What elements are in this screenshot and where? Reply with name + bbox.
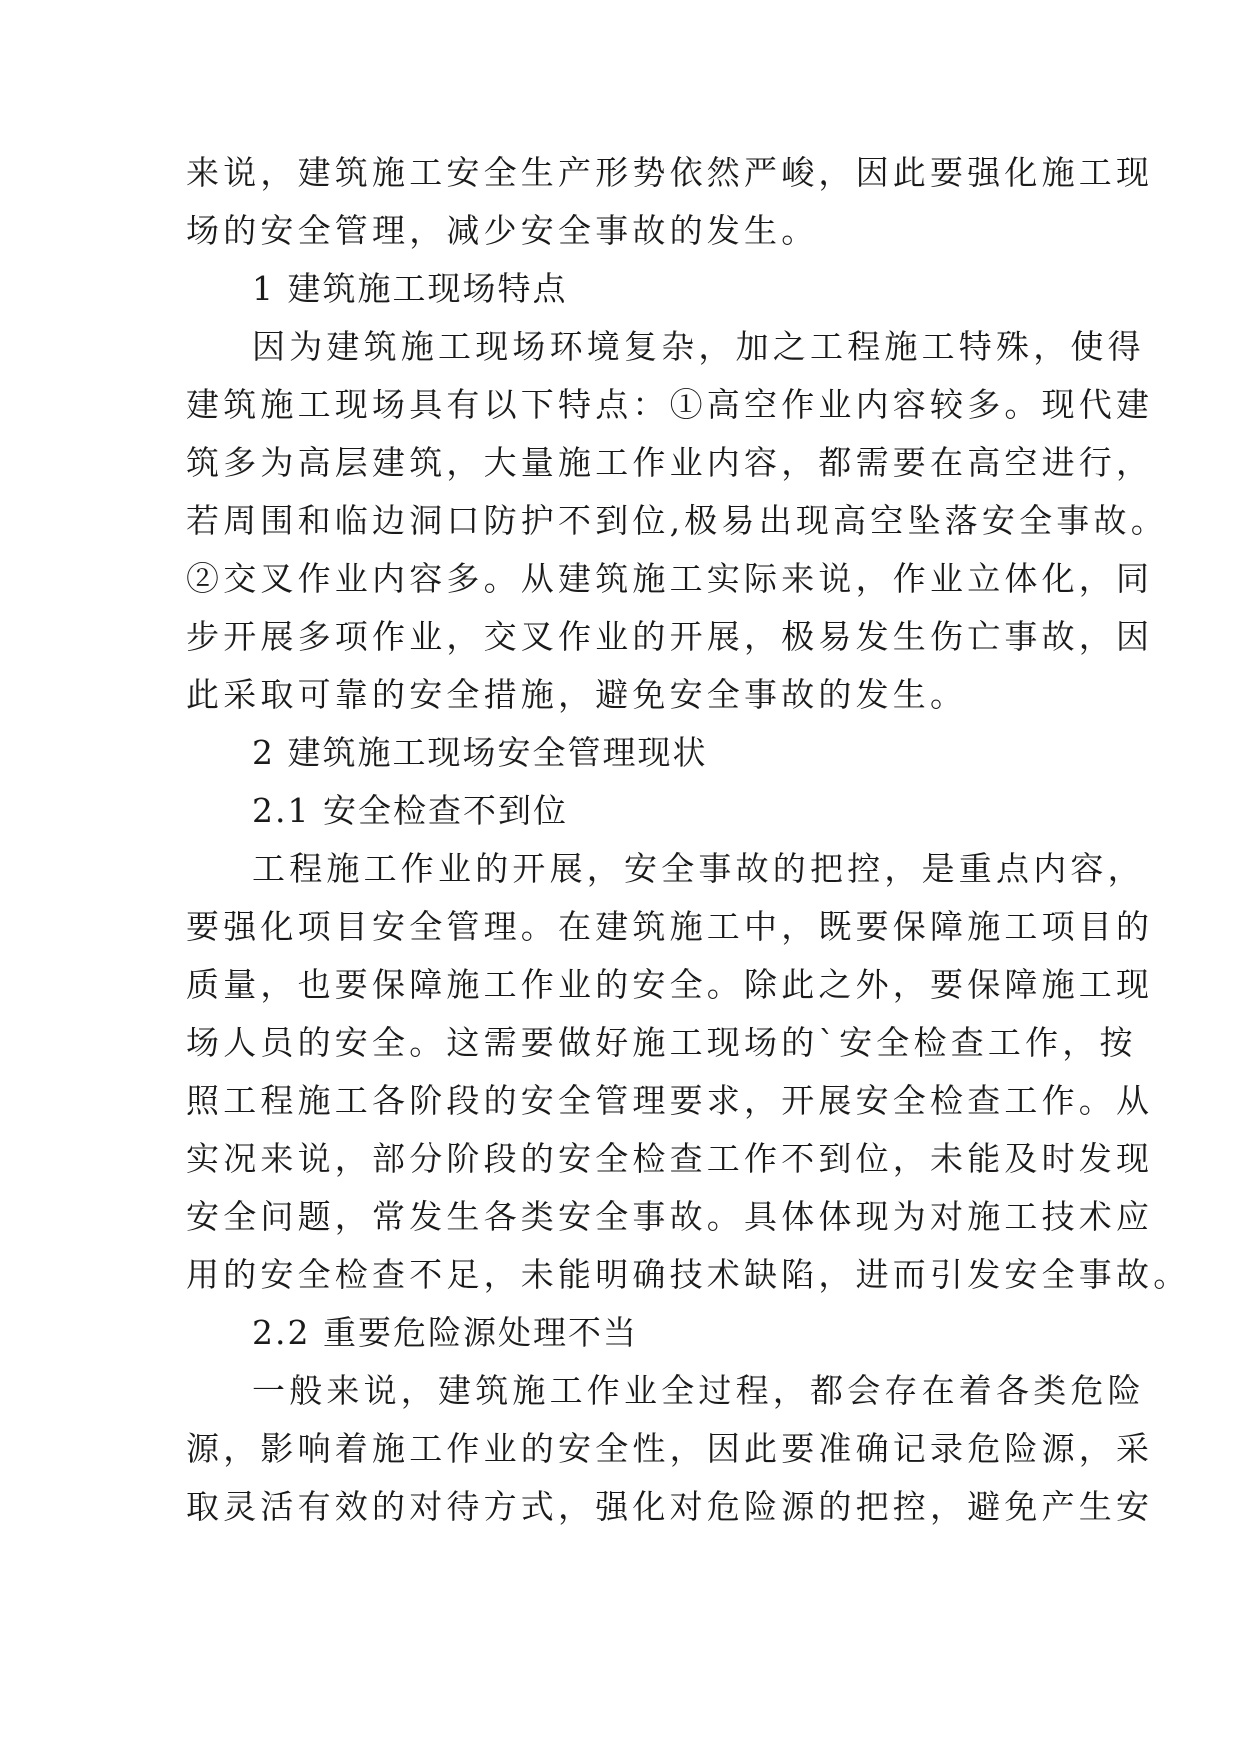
paragraph-line: 来说，建筑施工安全生产形势依然严峻，因此要强化施工现 bbox=[186, 153, 1154, 192]
paragraph-line: ②交叉作业内容多。从建筑施工实际来说，作业立体化，同 bbox=[186, 559, 1154, 598]
paragraph-line: 建筑施工现场具有以下特点：①高空作业内容较多。现代建 bbox=[186, 385, 1154, 424]
paragraph-line: 场的安全管理，减少安全事故的发生。 bbox=[186, 211, 819, 250]
paragraph-line: 要强化项目安全管理。在建筑施工中，既要保障施工项目的 bbox=[186, 907, 1154, 946]
paragraph-line: 取灵活有效的对待方式，强化对危险源的把控，避免产生安 bbox=[186, 1487, 1154, 1526]
paragraph-line: 源，影响着施工作业的安全性，因此要准确记录危险源，采 bbox=[186, 1429, 1154, 1468]
subsection-heading: 2.2 重要危险源处理不当 bbox=[252, 1313, 638, 1352]
subsection-heading: 2.1 安全检查不到位 bbox=[252, 791, 568, 830]
paragraph-line: 一般来说，建筑施工作业全过程，都会存在着各类危险 bbox=[252, 1371, 1145, 1410]
paragraph-line: 安全问题，常发生各类安全事故。具体体现为对施工技术应 bbox=[186, 1197, 1154, 1236]
paragraph-line: 照工程施工各阶段的安全管理要求，开展安全检查工作。从 bbox=[186, 1081, 1154, 1120]
section-heading: 2 建筑施工现场安全管理现状 bbox=[252, 733, 708, 772]
paragraph-line: 用的安全检查不足，未能明确技术缺陷，进而引发安全事故。 bbox=[186, 1255, 1191, 1294]
paragraph-line: 质量，也要保障施工作业的安全。除此之外，要保障施工现 bbox=[186, 965, 1154, 1004]
paragraph-line: 此采取可靠的安全措施，避免安全事故的发生。 bbox=[186, 675, 968, 714]
paragraph-line: 工程施工作业的开展，安全事故的把控，是重点内容， bbox=[252, 849, 1145, 888]
paragraph-line: 筑多为高层建筑，大量施工作业内容，都需要在高空进行， bbox=[186, 443, 1154, 482]
paragraph-line: 因为建筑施工现场环境复杂，加之工程施工特殊，使得 bbox=[252, 327, 1145, 366]
paragraph-line: 场人员的安全。这需要做好施工现场的`安全检查工作，按 bbox=[186, 1023, 1137, 1062]
paragraph-line: 步开展多项作业，交叉作业的开展，极易发生伤亡事故，因 bbox=[186, 617, 1154, 656]
paragraph-line: 若周围和临边洞口防护不到位,极易出现高空坠落安全事故。 bbox=[186, 501, 1168, 540]
section-heading: 1 建筑施工现场特点 bbox=[252, 269, 568, 308]
paragraph-line: 实况来说，部分阶段的安全检查工作不到位，未能及时发现 bbox=[186, 1139, 1154, 1178]
